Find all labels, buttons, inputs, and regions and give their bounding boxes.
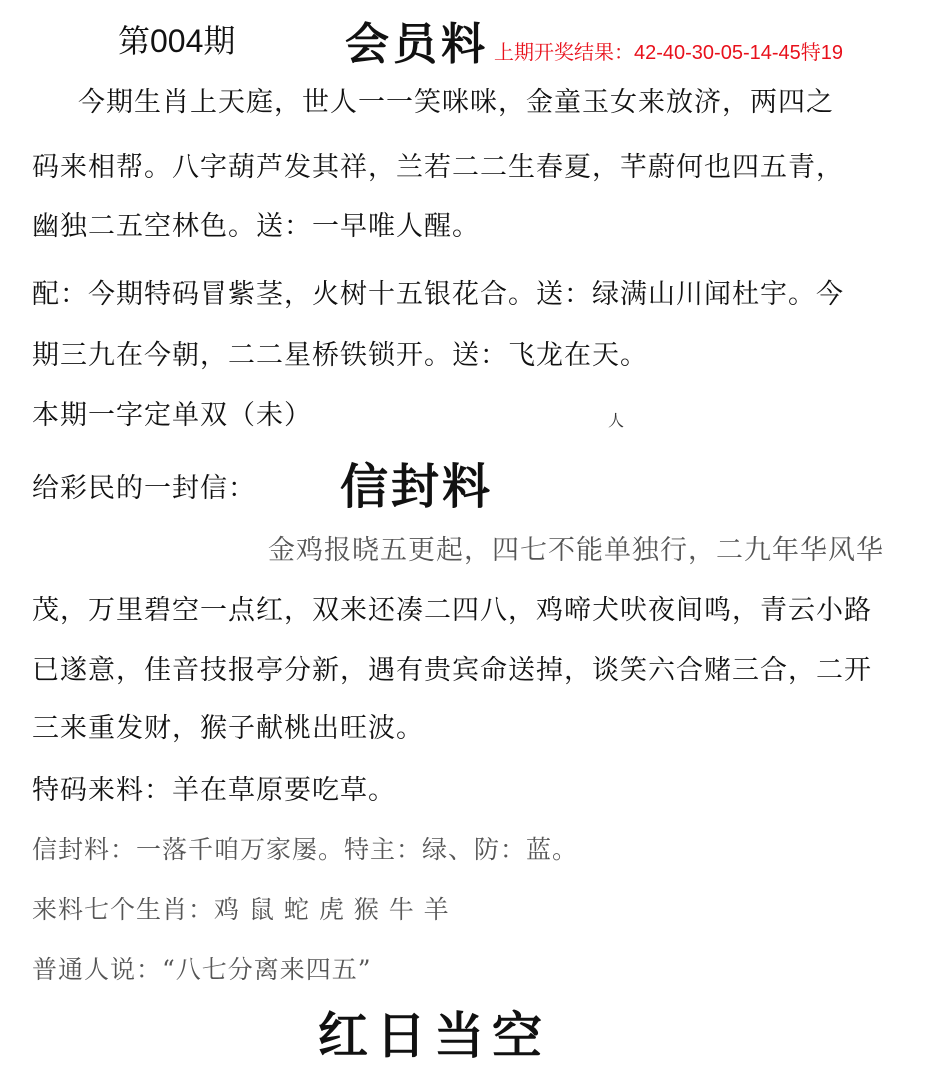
- letter-title: 信封料: [340, 459, 494, 515]
- issue-number: 第004期: [118, 23, 236, 59]
- seven-zodiac-line: 来料七个生肖：鸡 鼠 蛇 虎 猴 牛 羊: [32, 895, 450, 924]
- stray-character: 人: [608, 411, 625, 430]
- member-line-3: 幽独二五空林色。送：一早唯人醒。: [32, 211, 480, 242]
- member-line-5: 期三九在今朝，二二星桥铁锁开。送：飞龙在天。: [32, 340, 648, 371]
- letter-line-2: 茂，万里碧空一点红，双来还凑二四八，鸡啼犬吠夜间鸣，青云小路: [32, 595, 872, 626]
- footer-title: 红日当空: [318, 1006, 550, 1065]
- tema-line: 特码来料：羊在草原要吃草。: [32, 775, 396, 806]
- single-double-line: 本期一字定单双（未）: [32, 400, 312, 431]
- xinfeng-line: 信封料：一落千咱万家屡。特主：绿、防：蓝。: [32, 835, 579, 864]
- letter-intro: 给彩民的一封信：: [32, 473, 256, 504]
- member-line-1: 今期生肖上天庭，世人一一笑咪咪，金童玉女来放济，两四之: [78, 87, 834, 118]
- member-line-4: 配：今期特码冒紫茎，火树十五银花合。送：绿满山川闻杜宇。今: [32, 279, 844, 310]
- member-line-2: 码来相帮。八字葫芦发其祥，兰若二二生春夏，芊蔚何也四五青，: [32, 152, 844, 183]
- page-title: 会员料: [345, 19, 489, 70]
- letter-line-3: 已遂意，佳音技报亭分新，遇有贵宾命送掉，谈笑六合赌三合，二开: [32, 655, 872, 686]
- letter-line-4: 三来重发财，猴子献桃出旺波。: [32, 713, 424, 744]
- saying-line: 普通人说：“八七分离来四五”: [32, 955, 372, 984]
- letter-line-1: 金鸡报晓五更起，四七不能单独行，二九年华风华: [268, 535, 884, 566]
- last-draw-result: 上期开奖结果：42-40-30-05-14-45特19: [494, 42, 844, 64]
